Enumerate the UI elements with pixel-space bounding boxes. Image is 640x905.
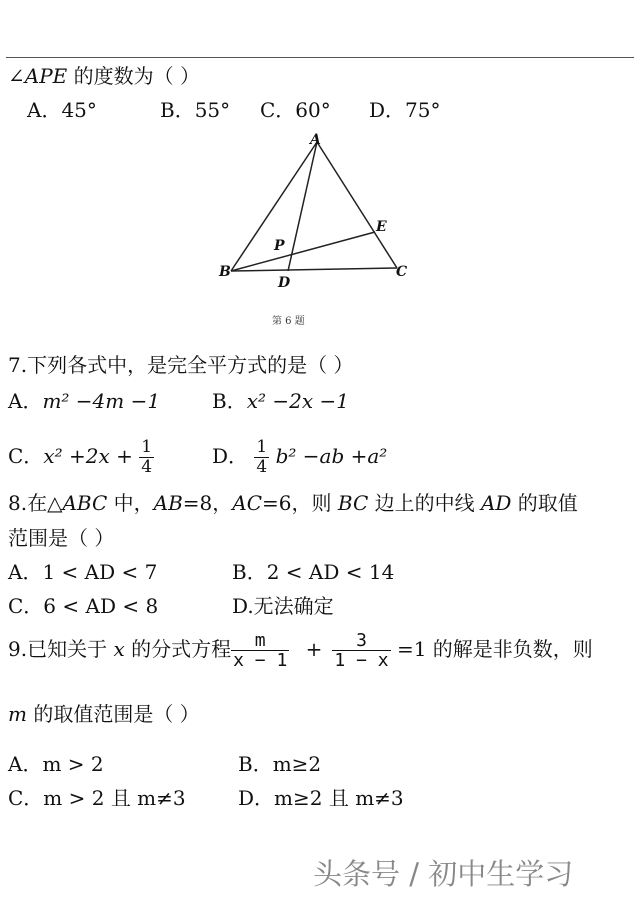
q8-options-ab	[0, 560, 640, 584]
q7-c-fraction: $\frac{1}{4}$	[141, 437, 153, 477]
label-e: E	[376, 219, 387, 235]
q9-stem-line1: 9.已知关于 x 的分式方程 $\frac{m}{x - 1}$ + $\frac{3}{1 - x}$ =1 的解是非负数，则	[8, 630, 593, 671]
q7-option-c[interactable]: C．x² +2x + $\frac{1}{4}$	[8, 437, 153, 477]
q9-fraction-1: $\frac{m}{x - 1}$	[233, 630, 288, 671]
q8-option-b[interactable]: B．2 < AD < 14	[232, 560, 395, 584]
segment-bc	[231, 268, 397, 271]
segment-ac	[317, 142, 397, 268]
q6-stem-tail: ∠APE 的度数为（ ）	[8, 64, 200, 88]
q7-options-ab	[0, 389, 640, 413]
angle-label: ∠APE	[8, 64, 68, 88]
q8-options-cd	[0, 594, 640, 618]
q7-d-fraction: $\frac{1}{4}$	[256, 437, 268, 477]
label-b: B	[219, 264, 231, 280]
q9-option-d[interactable]: D．m≥2 且 m≠3	[238, 786, 404, 810]
label-c: C	[396, 264, 408, 280]
q9-options-cd	[0, 786, 640, 810]
q8-stem-line1: 8.在△ABC 中，AB=8，AC=6，则 BC 边上的中线 AD 的取值	[8, 491, 578, 515]
q9-options-ab	[0, 752, 640, 776]
q9-option-c[interactable]: C．m > 2 且 m≠3	[8, 786, 186, 810]
q8-stem-line2: 范围是（ ）	[8, 526, 115, 550]
q6-option-d[interactable]: D．75°	[369, 98, 441, 122]
q7-option-d[interactable]: D． $\frac{1}{4}$ b² −ab +a²	[212, 437, 388, 477]
figure-caption: 第 6 题	[272, 316, 305, 327]
q6-option-a[interactable]: A．45°	[27, 98, 97, 122]
q8-option-d[interactable]: D.无法确定	[232, 594, 334, 618]
q8-option-a[interactable]: A．1 < AD < 7	[8, 560, 158, 584]
q9-stem-line2: m 的取值范围是（ ）	[8, 702, 200, 726]
q9-option-b[interactable]: B．m≥2	[238, 752, 322, 776]
label-p: P	[274, 238, 285, 254]
triangle-figure	[200, 128, 430, 298]
q7-option-b[interactable]: B．x² −2x −1	[212, 389, 349, 413]
q7-options-cd	[0, 432, 640, 480]
q7-option-a[interactable]: A．m² −4m −1	[8, 389, 161, 413]
watermark: 头条号 / 初中生学习	[313, 857, 574, 891]
top-rule	[6, 57, 634, 58]
q6-option-b[interactable]: B．55°	[160, 98, 231, 122]
q9-option-a[interactable]: A．m > 2	[8, 752, 104, 776]
q6-option-c[interactable]: C．60°	[260, 98, 331, 122]
label-a: A	[310, 132, 321, 148]
q7-stem: 7.下列各式中，是完全平方式的是（ ）	[8, 353, 354, 377]
q8-option-c[interactable]: C．6 < AD < 8	[8, 594, 159, 618]
q9-fraction-2: $\frac{3}{1 - x}$	[334, 630, 389, 671]
q6-options	[0, 98, 640, 122]
label-d: D	[278, 275, 291, 291]
